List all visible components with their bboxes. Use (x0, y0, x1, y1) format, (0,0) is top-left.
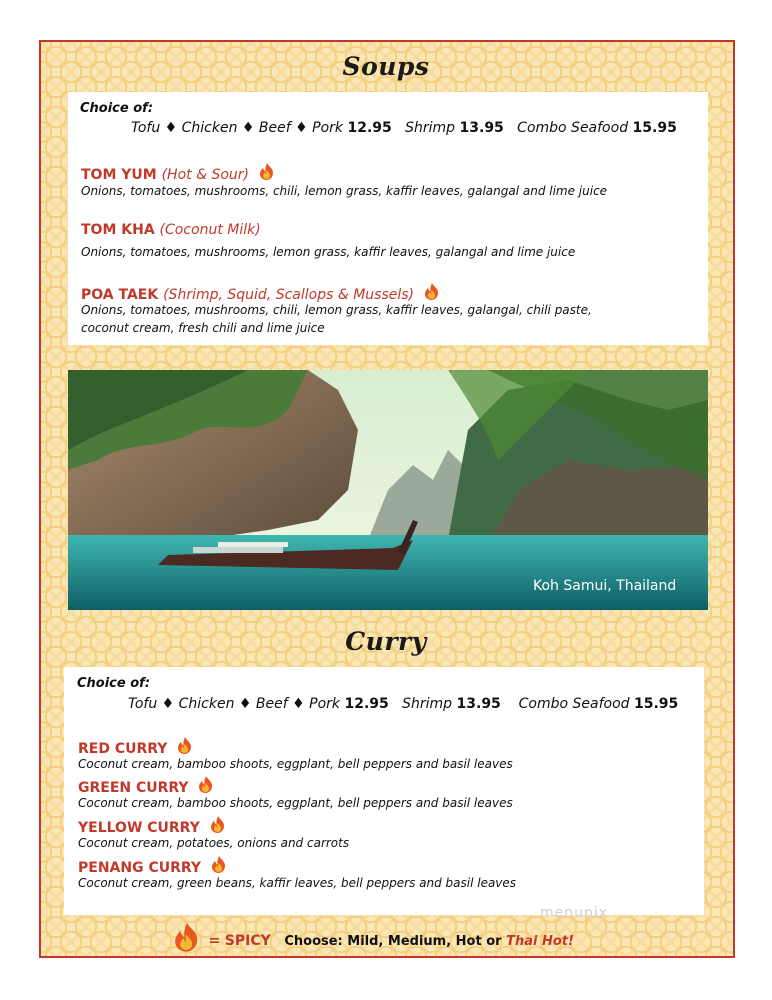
dish-note: (Coconut Milk) (159, 222, 261, 238)
curry-title: Curry (345, 627, 427, 656)
dish-name: TOM KHA (81, 222, 155, 238)
curry-base-price: 12.95 (344, 696, 389, 712)
thailand-photo (68, 370, 708, 610)
dish-description-line2: coconut cream, fresh chili and lime juice (81, 321, 325, 335)
dish-name: GREEN CURRY (78, 780, 189, 796)
curry-options (128, 696, 678, 712)
legend-equals: = (208, 933, 221, 949)
dish-name: POA TAEK (81, 287, 159, 303)
soups-combo-price: 15.95 (632, 120, 677, 136)
curry-combo-price: 15.95 (633, 696, 679, 712)
legend-choose: Choose: Mild, Medium, Hot or (284, 934, 502, 949)
dish-description: Coconut cream, potatoes, onions and carrots (78, 836, 350, 850)
dish-name: RED CURRY (78, 741, 168, 757)
dish-description: Coconut cream, bamboo shoots, eggplant, bell peppers and basil leaves (78, 757, 513, 771)
photo-caption: Koh Samui, Thailand (533, 578, 677, 594)
curry-base-options: Tofu ♦ Chicken ♦ Beef ♦ Pork (128, 696, 341, 712)
soups-shrimp-price: 13.95 (459, 120, 504, 136)
flame-icon (423, 282, 441, 302)
dish-note: (Hot & Sour) (161, 167, 249, 183)
spicy-legend (170, 921, 574, 955)
watermark: menupix (540, 905, 609, 921)
dish-tom-kha (81, 222, 261, 238)
dish-note: (Shrimp, Squid, Scallops & Mussels) (163, 287, 415, 303)
soups-options (131, 120, 677, 136)
curry-choice-label: Choice of: (77, 676, 151, 691)
landscape-illustration (68, 370, 708, 610)
dish-poa-taek (81, 282, 441, 303)
dish-name: YELLOW CURRY (78, 820, 200, 836)
soups-base-price: 12.95 (347, 120, 392, 136)
curry-shrimp-label: Shrimp (402, 696, 453, 712)
flame-icon (209, 815, 227, 835)
dish-description: Onions, tomatoes, mushrooms, chili, lemon grass, kaffir leaves, galangal and lime juice (81, 184, 608, 198)
dish-tom-yum (81, 162, 276, 183)
curry-shrimp-price: 13.95 (456, 696, 501, 712)
soups-choice-label: Choice of: (80, 101, 154, 116)
legend-thai-hot: Thai Hot! (506, 934, 574, 949)
dish-description: Coconut cream, bamboo shoots, eggplant, bell peppers and basil leaves (78, 796, 513, 810)
soups-combo-label: Combo Seafood (517, 120, 629, 136)
legend-spicy: SPICY (224, 933, 271, 949)
dish-penang-curry (78, 855, 228, 876)
dish-yellow-curry (78, 815, 227, 836)
curry-combo-label: Combo Seafood (518, 696, 630, 712)
flame-icon (258, 162, 276, 182)
flame-icon (197, 775, 215, 795)
flame-icon (170, 921, 204, 955)
flame-icon (210, 855, 228, 875)
soups-base-options: Tofu ♦ Chicken ♦ Beef ♦ Pork (131, 120, 344, 136)
dish-name: TOM YUM (81, 167, 157, 183)
dish-description: Coconut cream, green beans, kaffir leaves, bell peppers and basil leaves (78, 876, 517, 890)
dish-name: PENANG CURRY (78, 860, 202, 876)
dish-red-curry (78, 736, 194, 757)
soups-shrimp-label: Shrimp (405, 120, 456, 136)
dish-green-curry (78, 775, 215, 796)
dish-description: Onions, tomatoes, mushrooms, lemon grass, kaffir leaves, galangal and lime juice (81, 245, 576, 259)
dish-description: Onions, tomatoes, mushrooms, chili, lemon grass, kaffir leaves, galangal, chili paste, (81, 303, 592, 317)
soups-title: Soups (342, 52, 430, 81)
flame-icon (176, 736, 194, 756)
